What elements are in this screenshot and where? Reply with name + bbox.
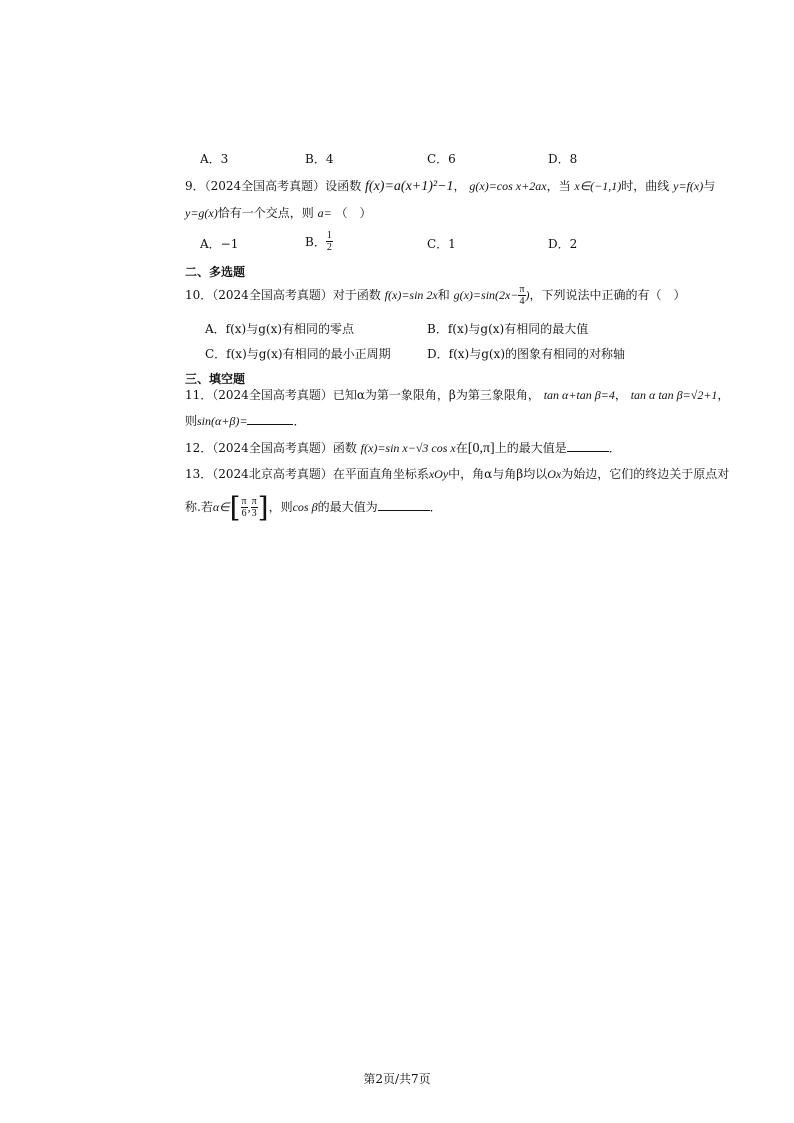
question-text: ，下列说法中正确的有（ ） <box>529 288 686 302</box>
q9-option-a: A．−1 <box>200 237 239 251</box>
page-footer: 第2页/共7页 <box>363 1072 431 1086</box>
math-expression: f(x)=sin 2x <box>384 288 438 302</box>
question-text: 则 <box>185 414 198 428</box>
question-text: 对于函数 <box>332 288 381 302</box>
section-heading: 三、填空题 <box>185 372 246 386</box>
question-text: 在平面直角坐标系 <box>332 467 429 481</box>
math-expression: Ox <box>547 467 562 481</box>
question-number: 12． <box>185 441 213 455</box>
math-expression: a= <box>317 206 332 220</box>
question-text: 称.若 <box>185 500 213 514</box>
separator: ， <box>717 388 730 402</box>
question-source: （2024北京高考真题） <box>212 467 333 481</box>
separator: ． <box>293 414 306 428</box>
fraction-denominator: 2 <box>326 242 332 253</box>
question-source: （2024全国高考真题） <box>212 288 333 302</box>
math-expression: ) <box>525 288 530 302</box>
question-11-line-1 <box>185 387 729 403</box>
math-expression: tan α tan β=√2+1 <box>630 388 718 402</box>
math-expression: f(x)=a(x+1)²−1 <box>365 179 454 194</box>
bracket-left: [ <box>229 490 241 524</box>
answer-blank[interactable] <box>247 412 293 425</box>
question-text: 设函数 <box>325 179 362 193</box>
option-label: B． <box>305 235 326 249</box>
question-12-line-1 <box>185 439 621 457</box>
q10-option-b: B．f(x)与g(x)有相同的最大值 <box>427 322 589 336</box>
question-11-line-2 <box>185 412 306 429</box>
math-expression: y=g(x) <box>185 206 218 220</box>
q8-option-a: A．3 <box>200 152 229 166</box>
section-heading: 二、多选题 <box>185 265 246 279</box>
answer-blank[interactable] <box>567 439 609 452</box>
fraction-denominator: 3 <box>251 508 257 519</box>
question-text: 中，角α与角β均以 <box>448 467 548 481</box>
question-13-line-2 <box>185 490 442 524</box>
question-text: 和 <box>437 288 450 302</box>
question-text: 已知α为第一象限角，β为第三象限角， <box>332 388 540 402</box>
question-text: 在 <box>455 441 468 455</box>
q9-option-b <box>305 230 333 253</box>
math-expression: g(x)=cos x+2ax <box>469 179 547 193</box>
bracket-right: ] <box>257 490 269 524</box>
question-text: 的最大值为 <box>317 500 378 514</box>
question-number: 10． <box>185 288 213 302</box>
question-source: （2024全国高考真题） <box>204 179 326 193</box>
question-text: 上的最大值是 <box>494 441 567 455</box>
question-source: （2024全国高考真题） <box>212 388 333 402</box>
math-expression: f(x)=sin x−√3 cos x <box>360 441 456 455</box>
q8-option-c: C．6 <box>427 152 456 166</box>
math-expression: xOy <box>428 467 449 481</box>
question-text: 时，曲线 <box>621 179 670 193</box>
separator: ． <box>608 441 621 455</box>
math-expression: g(x)=sin(2x− <box>453 288 519 302</box>
fraction-numerator: 1 <box>326 230 332 241</box>
question-10-line-1 <box>185 284 686 307</box>
question-text: 函数 <box>332 441 357 455</box>
fraction-numerator: π <box>519 284 525 295</box>
question-text: 为始边，它们的终边关于原点对 <box>561 467 730 481</box>
separator: ． <box>429 500 442 514</box>
fraction-denominator: 6 <box>241 508 247 519</box>
fraction-denominator: 4 <box>519 296 525 307</box>
math-expression: cos β <box>292 500 318 514</box>
q9-option-c: C．1 <box>427 237 456 251</box>
answer-paren: （ ） <box>335 206 372 220</box>
question-text: 与 <box>703 179 716 193</box>
q8-option-d: D．8 <box>548 152 578 166</box>
question-text: ，当 <box>546 179 571 193</box>
separator: ， <box>614 388 627 402</box>
q10-option-a: A．f(x)与g(x)有相同的零点 <box>205 322 355 336</box>
math-expression: y=f(x) <box>673 179 704 193</box>
question-text: 恰有一个交点，则 <box>217 206 314 220</box>
question-number: 9． <box>185 179 205 193</box>
separator: , <box>247 500 251 514</box>
question-text: ，则 <box>268 500 293 514</box>
fraction <box>251 496 258 519</box>
math-expression: x∈(−1,1) <box>574 179 622 193</box>
question-source: （2024全国高考真题） <box>212 441 333 455</box>
q8-option-b: B．4 <box>305 152 334 166</box>
q9-option-d: D．2 <box>548 237 578 251</box>
question-9-line-1 <box>185 178 715 195</box>
question-number: 13． <box>185 467 213 481</box>
math-expression: sin(α+β)= <box>197 414 248 428</box>
question-number: 11． <box>185 388 213 402</box>
question-13-line-1 <box>185 466 729 482</box>
q10-option-c: C．f(x)与g(x)有相同的最小正周期 <box>205 347 391 361</box>
math-expression: α∈ <box>212 500 230 514</box>
q10-option-d: D．f(x)与g(x)的图象有相同的对称轴 <box>427 347 626 361</box>
fraction-numerator: π <box>251 496 257 507</box>
fraction <box>241 496 248 519</box>
fraction <box>326 230 333 253</box>
math-expression: tan α+tan β=4 <box>543 388 615 402</box>
fraction <box>518 284 525 307</box>
answer-blank[interactable] <box>378 498 430 511</box>
fraction-numerator: π <box>241 496 247 507</box>
math-expression: [0,π] <box>467 441 495 456</box>
separator: ， <box>453 179 466 193</box>
question-9-line-2 <box>185 205 372 221</box>
